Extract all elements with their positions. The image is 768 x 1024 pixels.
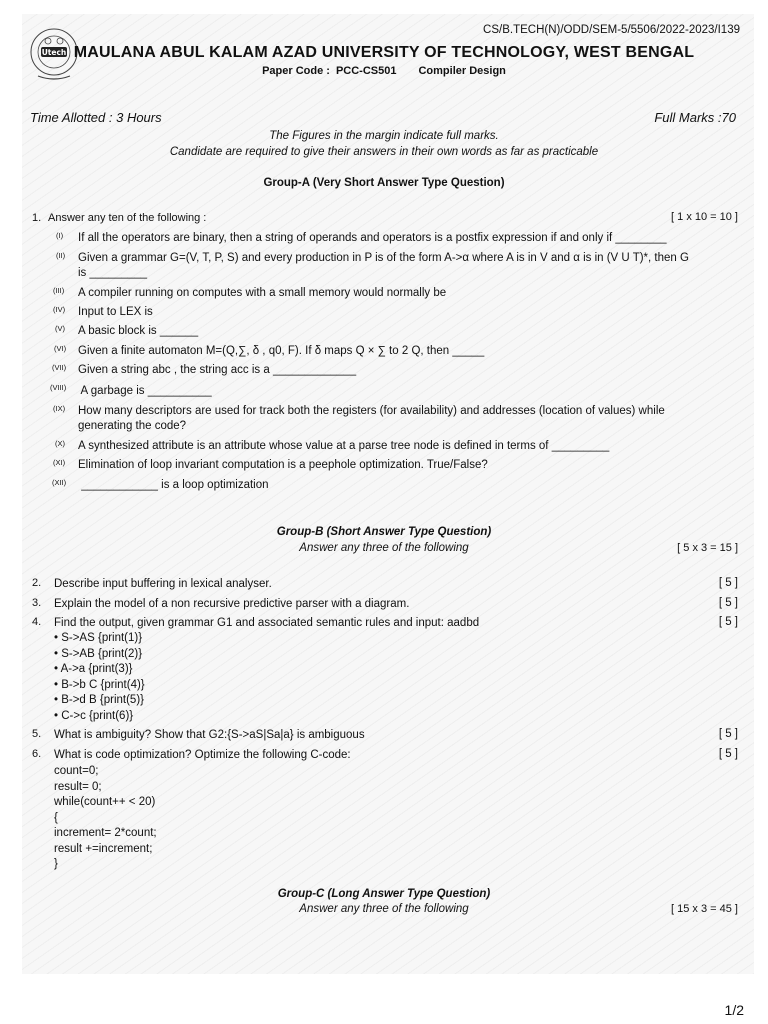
question-marks: [ 1 x 10 = 10 ]: [671, 211, 738, 223]
item-text: A garbage is __________: [78, 385, 212, 397]
semantic-rule: • A->a {print(3)}: [54, 663, 133, 675]
group-b-subtitle: Answer any three of the following: [299, 542, 469, 554]
semantic-rule: • B->d B {print(5)}: [54, 694, 145, 706]
group-c-marks: [ 15 x 3 = 45 ]: [671, 903, 738, 915]
code-line: count=0;: [54, 765, 99, 777]
code-line: while(count++ < 20): [54, 796, 156, 808]
question-number: 2.: [32, 577, 42, 589]
code-line: result= 0;: [54, 780, 102, 793]
group-b-marks: [ 5 x 3 = 15 ]: [677, 542, 738, 554]
code-line: result +=increment;: [54, 842, 153, 855]
item-text: A compiler running on computes with a small memory would normally be: [78, 287, 447, 299]
group-c-title: Group-C (Long Answer Type Question): [277, 888, 491, 900]
subject-name: Compiler Design: [418, 65, 506, 77]
item-roman: (III): [53, 286, 65, 295]
question-marks: [ 5 ]: [718, 597, 738, 609]
question-number: 4.: [32, 616, 42, 628]
question-number: 3.: [32, 597, 42, 609]
item-text: Input to LEX is: [78, 306, 153, 318]
question-marks: [ 5 ]: [718, 616, 738, 628]
item-roman: (II): [56, 251, 66, 260]
question-marks: [ 5 ]: [718, 748, 738, 760]
question-text: Answer any ten of the following :: [48, 212, 207, 224]
question-text: What is code optimization? Optimize the following C-code:: [54, 749, 351, 761]
item-roman: (VII): [52, 363, 67, 372]
item-roman: (VIII): [50, 383, 67, 392]
code-line: {: [54, 811, 58, 824]
item-roman: (IV): [53, 305, 66, 314]
page-number: 1/2: [724, 1002, 744, 1018]
item-text: A basic block is ______: [78, 325, 199, 337]
instruction-line-1: The Figures in the margin indicate full marks.: [269, 130, 499, 142]
group-a-title: Group-A (Very Short Answer Type Question): [263, 177, 505, 189]
semantic-rule: • S->AS {print(1)}: [54, 632, 143, 644]
item-text: If all the operators are binary, then a string of operands and operators is a postfix expression if and only if ________: [78, 232, 667, 244]
full-marks: Full Marks :70: [654, 110, 736, 125]
code-line: increment= 2*count;: [54, 827, 157, 839]
code-line: }: [54, 858, 58, 870]
question-marks: [ 5 ]: [718, 728, 738, 740]
paper-code-line: [0, 65, 768, 77]
item-text: Elimination of loop invariant computation is a peephole optimization. True/False?: [78, 459, 488, 471]
item-roman: (I): [56, 231, 64, 240]
paper-code: PCC-CS501: [335, 65, 397, 77]
item-roman: (X): [55, 439, 65, 448]
question-marks: [ 5 ]: [718, 577, 738, 589]
question-text: Describe input buffering in lexical analyser.: [54, 578, 272, 590]
question-text: What is ambiguity? Show that G2:{S->aS|Sa|a} is ambiguous: [54, 729, 365, 741]
question-number: 6.: [32, 748, 42, 760]
reference-code: CS/B.TECH(N)/ODD/SEM-5/5506/2022-2023/I139: [483, 24, 740, 36]
item-text: Given a string abc , the string acc is a _____________: [78, 364, 357, 376]
item-text-continued: is _________: [78, 267, 148, 279]
group-c-subtitle: Answer any three of the following: [299, 903, 469, 915]
item-text: Given a grammar G=(V, T, P, S) and every production in P is of the form A->α where A is in V and α is in (V U T)*, then G: [78, 252, 689, 264]
question-number: 1.: [32, 212, 42, 224]
item-roman: (IX): [53, 404, 66, 413]
item-text: A synthesized attribute is an attribute whose value at a parse tree node is defined in terms of _________: [78, 440, 610, 452]
university-name: MAULANA ABUL KALAM AZAD UNIVERSITY OF TECHNOLOGY, WEST BENGAL: [73, 44, 695, 61]
instruction-line-2: Candidate are required to give their answers in their own words as far as practicable: [169, 146, 599, 158]
item-roman: (VI): [54, 344, 67, 353]
item-text-continued: generating the code?: [78, 420, 187, 432]
time-allotted: Time Allotted : 3 Hours: [30, 110, 162, 125]
group-b-title: Group-B (Short Answer Type Question): [276, 526, 492, 538]
question-text: Find the output, given grammar G1 and associated semantic rules and input: aadbd: [54, 617, 480, 629]
question-text: Explain the model of a non recursive predictive parser with a diagram.: [54, 598, 410, 610]
question-number: 5.: [32, 728, 42, 740]
paper-code-label: Paper Code :: [262, 65, 330, 77]
item-roman: (XI): [53, 458, 66, 467]
item-text: Given a finite automaton M=(Q,∑, δ , q0, F). If δ maps Q × ∑ to 2 Q, then _____: [78, 345, 485, 357]
semantic-rule: • S->AB {print(2)}: [54, 647, 143, 660]
item-roman: (XII): [52, 478, 67, 487]
semantic-rule: • C->c {print(6)}: [54, 709, 134, 722]
semantic-rule: • B->b C {print(4)}: [54, 678, 145, 691]
logo-text: Utech: [41, 48, 67, 57]
item-text: How many descriptors are used for track both the registers (for availability) and addresses (location of values) while: [78, 405, 665, 417]
item-roman: (V): [55, 324, 65, 333]
item-text: ____________ is a loop optimization: [78, 479, 269, 491]
